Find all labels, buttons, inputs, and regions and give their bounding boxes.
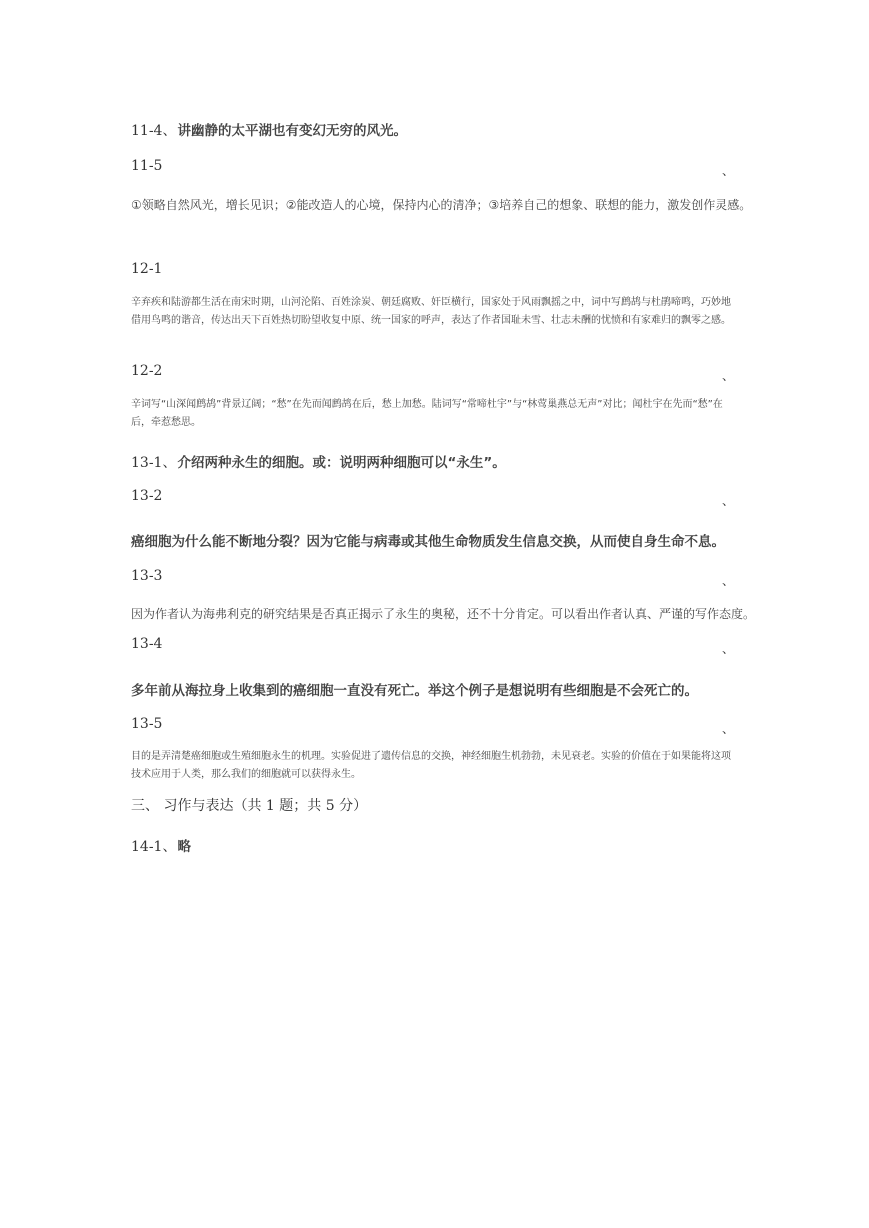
answer-11-5: ①领略自然风光，增长见识；②能改造人的心境，保持内心的清净；③培养自己的想象、联想的能力，激发创作灵感。 [131, 198, 752, 212]
question-number-11-5: 11-5 [131, 158, 163, 174]
separator: 、 [722, 574, 735, 588]
question-number-13-3: 13-3 [131, 568, 163, 584]
answer-text: 略 [177, 839, 191, 855]
separator: 、 [722, 494, 735, 508]
question-number: 11-4、 [131, 123, 177, 139]
item-11-4 [131, 119, 407, 140]
separator: 、 [722, 369, 735, 383]
answer-text: 介绍两种永生的细胞。或：说明两种细胞可以“永生”。 [177, 455, 506, 471]
answer-13-4: 多年前从海拉身上收集到的癌细胞一直没有死亡。举这个例子是想说明有些细胞是不会死亡的。 [131, 683, 698, 699]
answer-13-3: 因为作者认为海弗利克的研究结果是否真正揭示了永生的奥秘，还不十分肯定。可以看出作者认真、严谨的写作态度。 [131, 607, 756, 621]
question-number-13-5: 13-5 [131, 716, 163, 732]
item-13-1 [131, 451, 506, 472]
question-number: 14-1、 [131, 839, 177, 855]
question-number-12-2: 12-2 [131, 363, 163, 379]
question-number-12-1: 12-1 [131, 261, 163, 277]
item-14-1 [131, 835, 191, 856]
answer-13-5: 目的是弄清楚癌细胞或生殖细胞永生的机理。实验促进了遗传信息的交换，神经细胞生机勃勃，未见衰老。实验的价值在于如果能将这项技术应用于人类，那么我们的细胞就可以获得永生。 [131, 751, 731, 780]
question-number: 13-1、 [131, 455, 177, 471]
answer-12-2: 辛词写“山深闻鹧鸪”背景辽阔；“愁”在先而闻鹧鸪在后，愁上加愁。陆词写“常啼杜宇”与“林莺巢燕总无声”对比；闻杜宇在先而“愁”在后，牵惹愁思。 [131, 399, 723, 428]
separator: 、 [722, 642, 735, 656]
separator: 、 [722, 722, 735, 736]
question-number-13-4: 13-4 [131, 636, 163, 652]
answer-text: 讲幽静的太平湖也有变幻无穷的风光。 [177, 123, 407, 139]
answer-12-1: 辛弃疾和陆游都生活在南宋时期，山河沦陷、百姓涂炭、朝廷腐败、奸臣横行，国家处于风雨飘摇之中，词中写鹧鸪与杜鹃啼鸣，巧妙地借用鸟鸣的谐音，传达出天下百姓热切盼望收复中原、统一国家的呼声，表达了作者国耻未雪、壮志未酬的忧愤和有家难归的飘零之感。 [131, 297, 731, 326]
answer-13-2: 癌细胞为什么能不断地分裂？因为它能与病毒或其他生命物质发生信息交换，从而使自身生命不息。 [131, 534, 725, 550]
question-number-13-2: 13-2 [131, 488, 163, 504]
separator: 、 [722, 164, 735, 178]
section-heading: 三、 习作与表达（共 1 题；共 5 分） [131, 798, 368, 814]
